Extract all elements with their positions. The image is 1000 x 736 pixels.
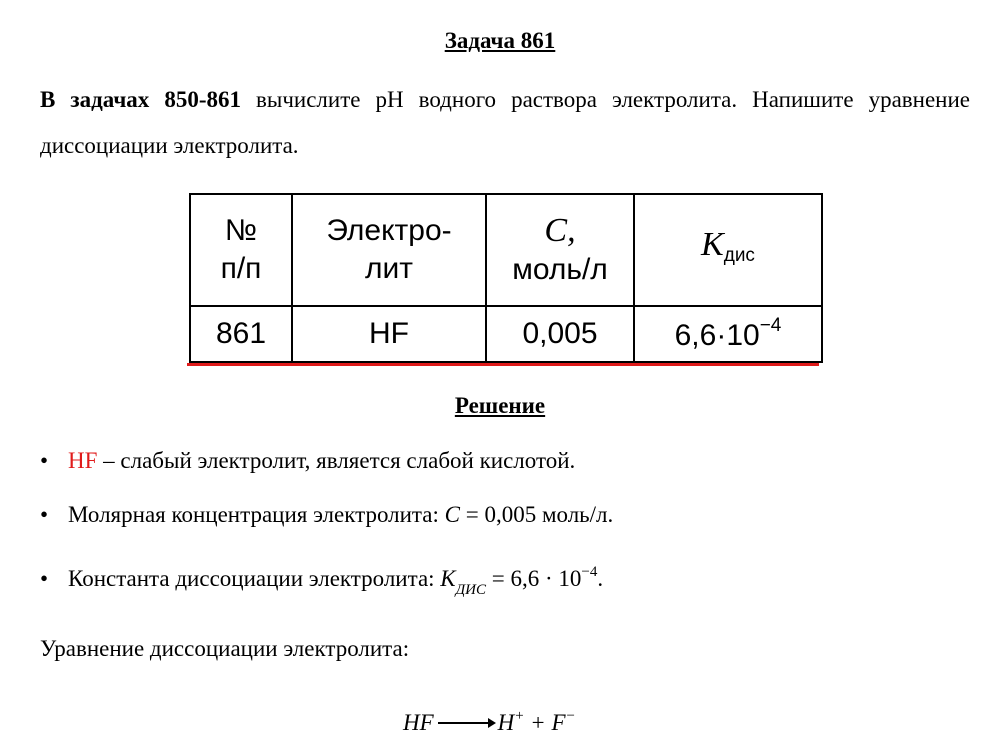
table-header-row	[190, 194, 822, 306]
solution-title: Решение	[454, 393, 546, 418]
task-body: вычислите pH водного раствора электролита. Напишите уравнение диссоциации электролита.	[40, 87, 970, 158]
bullet-item: • HF – слабый электролит, является слабой кислотой.	[40, 448, 576, 473]
header-num: № п/п	[190, 194, 292, 306]
task-bold: В задачах 850-861	[40, 87, 241, 112]
dissociation-equation: HF H+ + F−	[403, 708, 576, 735]
hf-highlight: HF	[68, 448, 98, 473]
equation-label: Уравнение диссоциации электролита:	[40, 636, 410, 661]
bullet-item: • Молярная концентрация электролита: C = 0,005 моль/л.	[40, 502, 614, 527]
task-text	[40, 77, 970, 169]
cell-concentration: 0,005	[486, 306, 634, 362]
page-title: Задача 861	[444, 28, 556, 53]
table-underline	[187, 363, 819, 366]
cell-num: 861	[190, 306, 292, 362]
table-row	[190, 306, 822, 362]
data-table	[189, 193, 823, 363]
header-k-dis: $K_{дис}$	[634, 194, 822, 306]
arrow-icon	[438, 722, 494, 724]
cell-k-dis: $6,6\cdot 10^{-4}$	[634, 306, 822, 362]
header-electrolyte: Электро- лит	[292, 194, 486, 306]
cell-electrolyte: HF	[292, 306, 486, 362]
header-concentration: C, моль/л	[486, 194, 634, 306]
bullet-item: • Константа диссоциации электролита: $K_{ДИС} = 6,6 \cdot 10^{-4}$.	[40, 564, 604, 598]
